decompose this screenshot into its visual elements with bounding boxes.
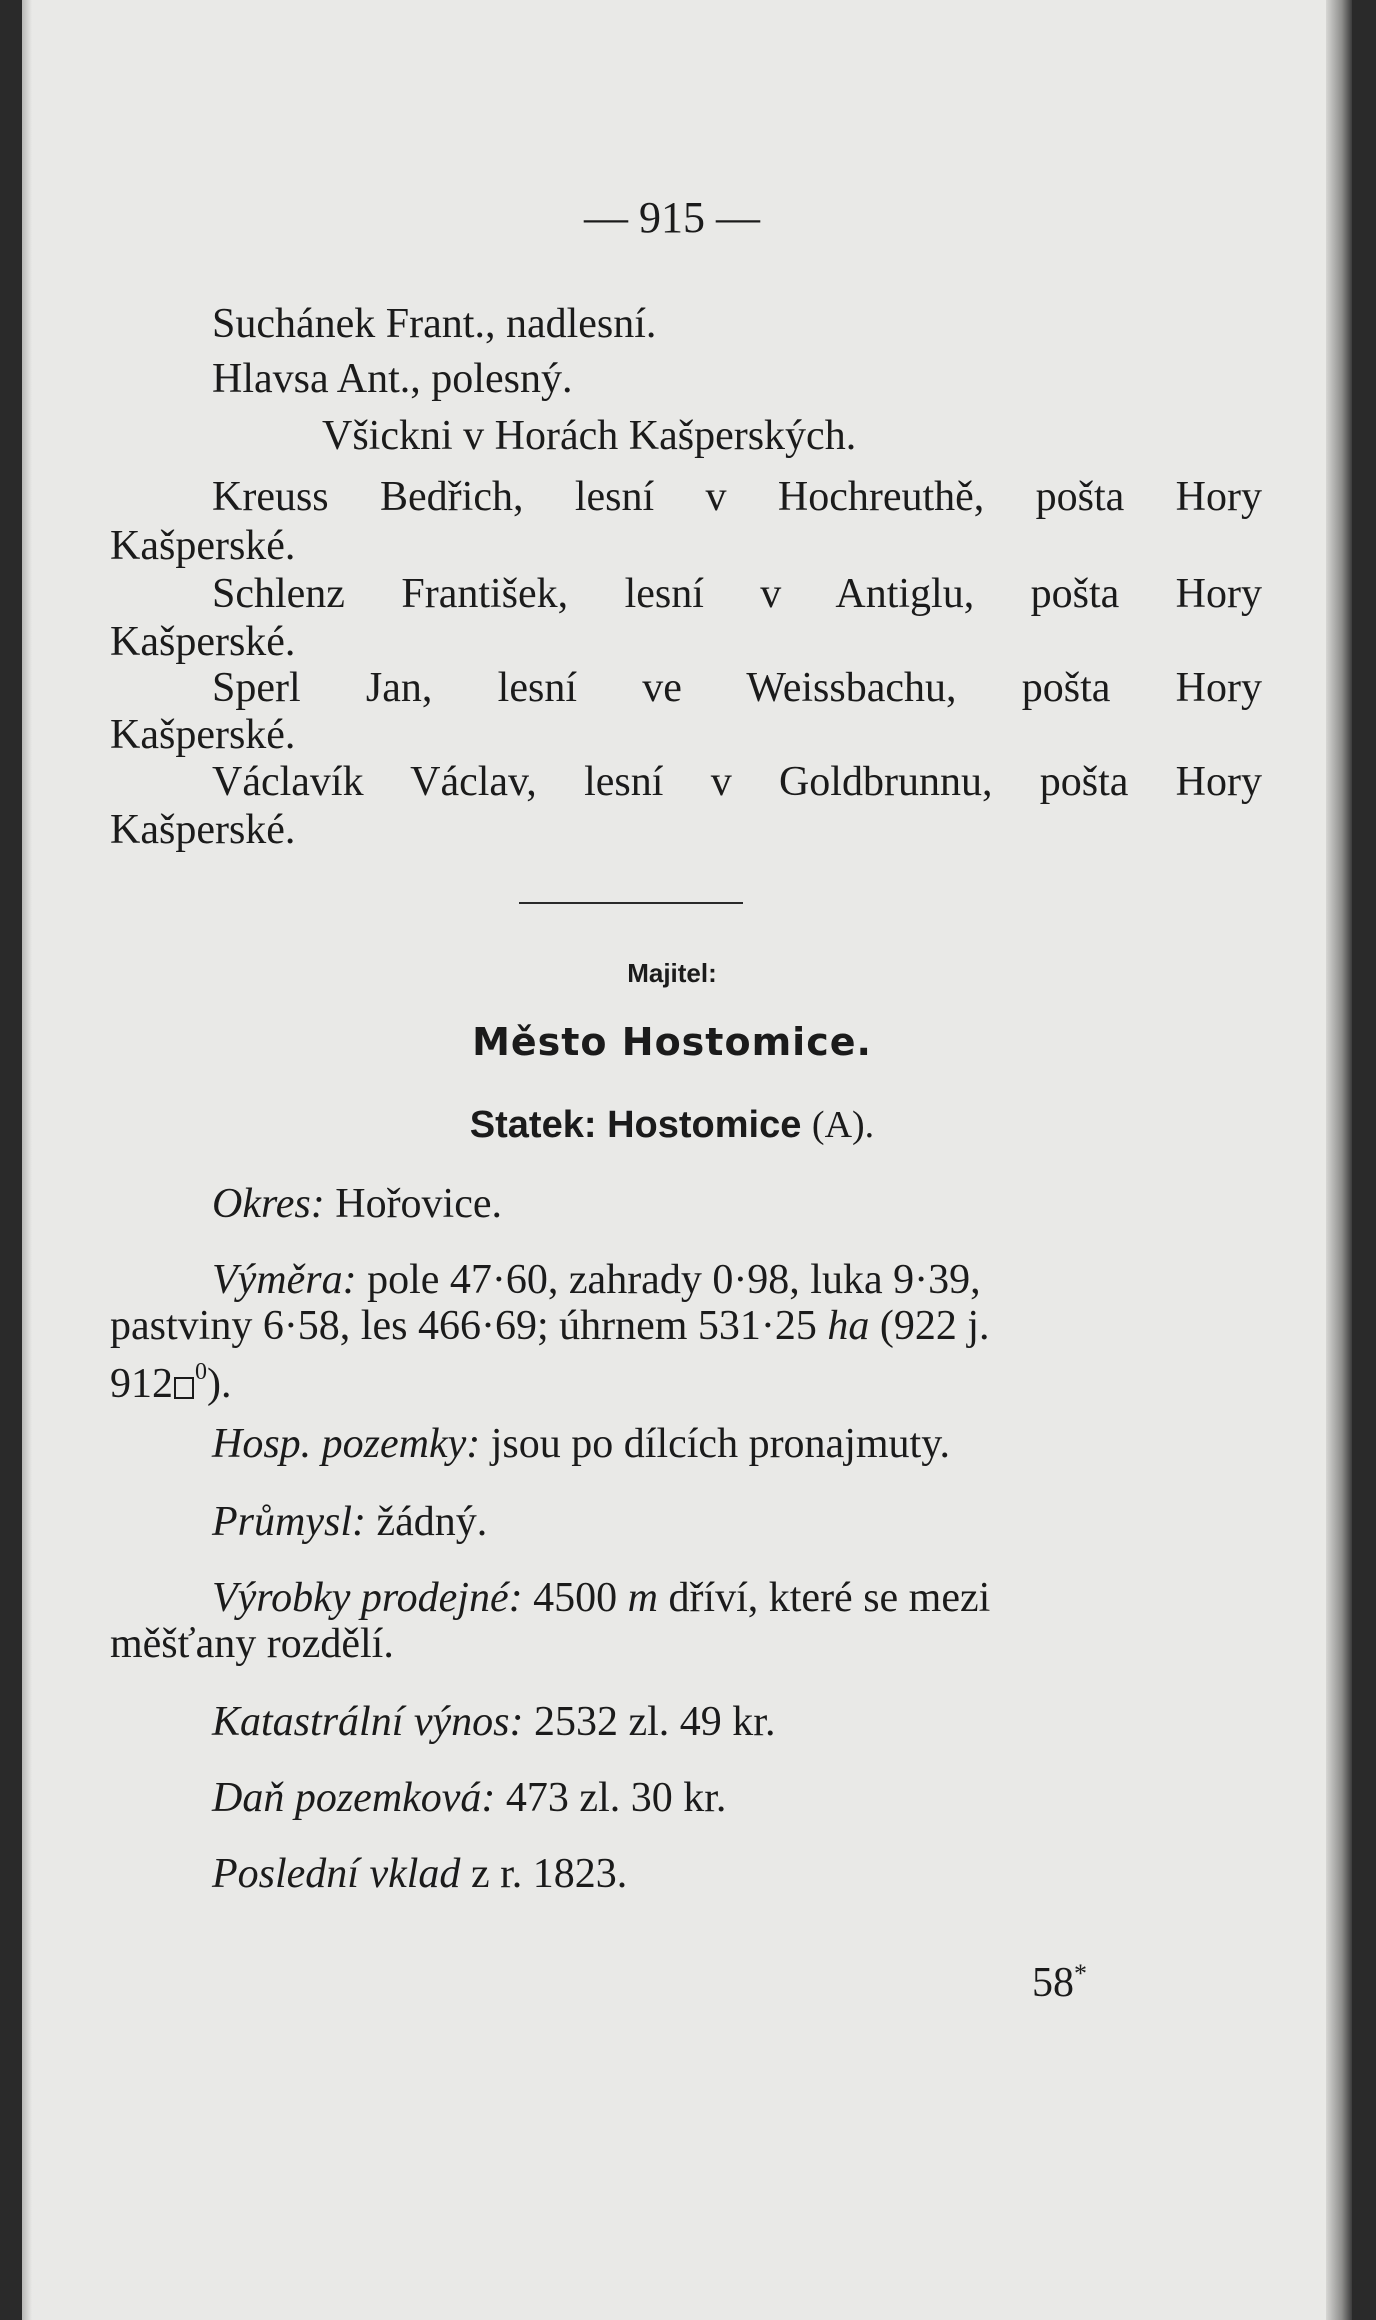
vyrobky-value-b: dříví, které se mezi [668,1575,991,1621]
hosp-label: Hosp. pozemky: [212,1421,481,1467]
vyrobky-line-1 [212,1574,990,1622]
staff-line-vaclavik-cont: Kašperské. [110,807,296,853]
hosp-line [212,1420,950,1468]
square-fathom-icon [174,1377,194,1399]
staff-line-sperl-cont: Kašperské. [110,712,296,758]
estate-label: Statek: [469,1104,597,1146]
vymera-line-2 [110,1302,990,1350]
prumysl-value: žádný. [376,1499,488,1545]
vymera-label: Výměra: [212,1257,357,1303]
vymera-values-2b: (922 j. [879,1303,990,1349]
staff-line-vaclavik: Václavík Václav, lesní v Goldbrunnu, pošta Hory [212,759,1262,805]
prumysl-line [212,1498,487,1546]
owner-name: Město Hostomice. [472,1020,872,1064]
okres-value: Hořovice. [335,1181,503,1227]
vymera-values-2: pastviny 6·58, les 466·69; úhrnem 531·25 [110,1303,817,1349]
vklad-value: z r. 1823. [470,1851,628,1897]
vymera-line-1 [212,1256,981,1304]
staff-line-sperl: Sperl Jan, lesní ve Weissbachu, pošta Hory [212,665,1262,711]
signature-number: 58 [1032,1960,1074,2006]
book-spine-shadow [1326,0,1352,2320]
staff-line-kreuss: Kreuss Bedřich, lesní v Hochreuthě, pošta Hory [212,474,1262,520]
katastralni-line [212,1698,775,1746]
staff-line-suchanek: Suchánek Frant., nadlesní. [212,301,657,347]
signature-star: * [1074,1959,1087,1988]
vymera-unit: ha [827,1303,870,1349]
estate-name: Hostomice [607,1104,802,1146]
vyrobky-value-a: 4500 [533,1575,618,1621]
katastralni-label: Katastrální výnos: [212,1699,524,1745]
staff-line-schlenz: Schlenz František, lesní v Antiglu, pošta Hory [212,571,1262,617]
staff-line-hlavsa: Hlavsa Ant., polesný. [212,356,573,402]
hosp-value: jsou po dílcích pronajmuty. [490,1421,950,1467]
vymera-values-1: pole 47·60, zahrady 0·98, luka 9·39, [367,1257,981,1303]
vyrobky-line-2: měšťany rozdělí. [110,1621,394,1667]
dan-line [212,1774,726,1822]
estate-class: (A). [811,1104,875,1146]
vklad-label: Poslední vklad [212,1851,461,1897]
page-number: — 915 — [584,193,760,242]
dan-label: Daň pozemková: [212,1775,496,1821]
owner-heading: Majitel: [627,958,717,988]
scanned-page [22,0,1352,2320]
vyrobky-label: Výrobky prodejné: [212,1575,523,1621]
staff-line-kreuss-cont: Kašperské. [110,523,296,569]
staff-line-schlenz-cont: Kašperské. [110,619,296,665]
estate-title [22,1103,1322,1147]
section-divider [519,902,743,904]
prumysl-label: Průmysl: [212,1499,366,1545]
page-left-edge [22,0,32,2320]
okres-line [212,1180,502,1228]
vymera-value-3b: ). [207,1361,232,1407]
vymera-line-3 [110,1348,232,1408]
vklad-line [212,1850,627,1898]
vymera-value-3a: 912 [110,1361,173,1407]
okres-label: Okres: [212,1181,325,1227]
signature-mark [1032,1950,1087,2007]
vyrobky-unit: m [627,1575,658,1621]
katastralni-value: 2532 zl. 49 kr. [534,1699,776,1745]
staff-line-vsickni: Všickni v Horách Kašperských. [322,413,857,459]
dan-value: 473 zl. 30 kr. [505,1775,727,1821]
vymera-sup: 0 [195,1359,207,1385]
